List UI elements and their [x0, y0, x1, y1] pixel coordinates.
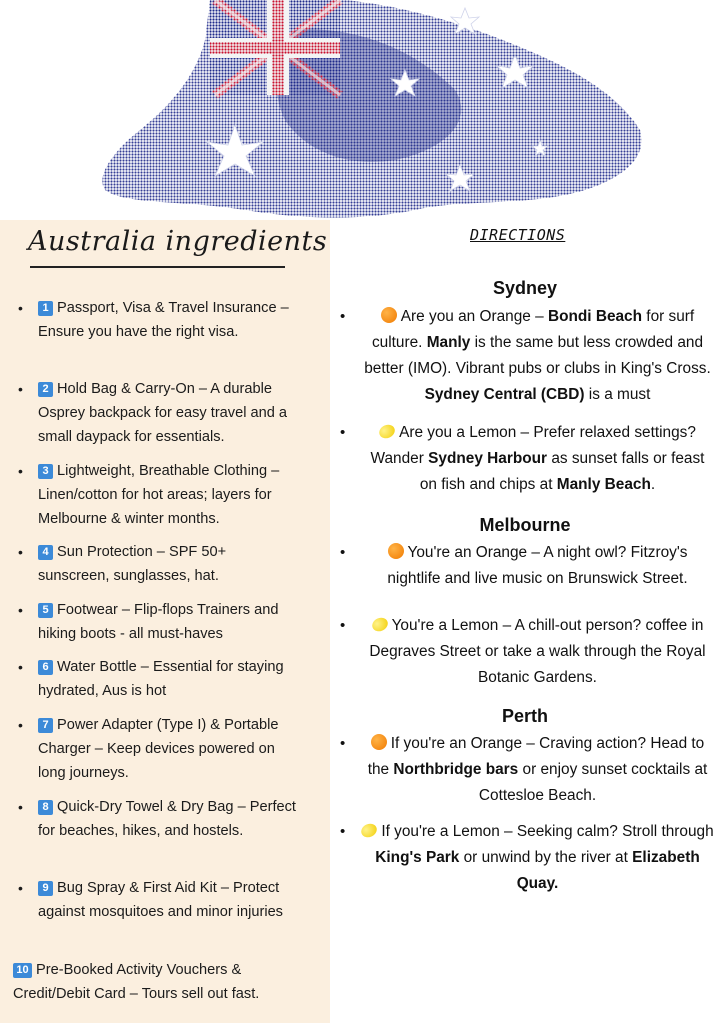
melbourne-lemon-tip: You're a Lemon – A chill-out person? coffee in Degraves Street or take a walk through the Royal Botanic Gardens.: [369, 617, 706, 686]
number-badge: 8: [38, 800, 53, 815]
bullet-icon: •: [340, 308, 346, 325]
list-item-text: Sun Protection – SPF 50+ sunscreen, sunglasses, hat.: [38, 544, 227, 584]
bullet-icon: •: [340, 823, 346, 840]
sydney-orange-tip: Are you an Orange – Bondi Beach for surf culture. Manly is the same but less crowded and better (IMO). Vibrant pubs or clubs in King's Cross. Sydney Central (CBD) is a must: [364, 308, 711, 403]
ingredients-title: Australia ingredients: [28, 226, 328, 257]
bullet-icon: •: [340, 735, 346, 752]
lemon-icon: [359, 821, 379, 840]
perth-orange-tip: If you're an Orange – Craving action? Head to the Northbridge bars or enjoy sunset cocktails at Cottesloe Beach.: [367, 735, 708, 804]
list-item-text: Quick-Dry Towel & Dry Bag – Perfect for beaches, hikes, and hostels.: [38, 799, 296, 839]
number-badge: 2: [38, 382, 53, 397]
lemon-icon: [370, 615, 390, 634]
number-badge: 10: [13, 963, 32, 978]
number-badge: 9: [38, 881, 53, 896]
title-underline: [30, 266, 285, 268]
list-item-text: Hold Bag & Carry-On – A durable Osprey backpack for easy travel and a small daypack for essentials.: [38, 381, 288, 445]
list-item-text: Water Bottle – Essential for staying hydrated, Aus is hot: [38, 659, 284, 699]
list-item: [18, 655, 300, 703]
bullet-icon: •: [18, 300, 23, 316]
city-heading-sydney: Sydney: [492, 278, 558, 298]
list-item: [18, 598, 300, 646]
number-badge: 3: [38, 464, 53, 479]
bullet-icon: •: [18, 880, 23, 896]
city-heading-perth: Perth: [501, 706, 548, 726]
bullet-icon: •: [18, 463, 23, 479]
orange-icon: [388, 543, 404, 559]
bullet-icon: •: [340, 424, 346, 441]
bullet-icon: •: [18, 799, 23, 815]
list-item-text: Bug Spray & First Aid Kit – Protect against mosquitoes and minor injuries: [38, 880, 283, 920]
list-item: [18, 296, 300, 344]
directions-heading: DIRECTIONS: [470, 226, 566, 244]
list-item: [18, 713, 300, 785]
list-item-text: Lightweight, Breathable Clothing – Linen/cotton for hot areas; layers for Melbourne & winter months.: [38, 463, 280, 527]
orange-icon: [381, 307, 397, 323]
bullet-icon: •: [18, 381, 23, 397]
list-item-text: Passport, Visa & Travel Insurance – Ensure you have the right visa.: [38, 300, 289, 340]
list-item: [18, 795, 300, 843]
number-badge: 5: [38, 603, 53, 618]
orange-icon: [371, 734, 387, 750]
sydney-lemon-tip: Are you a Lemon – Prefer relaxed settings? Wander Sydney Harbour as sunset falls or feast on fish and chips at Manly Beach.: [370, 424, 705, 493]
list-item-text: Footwear – Flip-flops Trainers and hiking boots - all must-haves: [38, 602, 279, 642]
number-badge: 7: [38, 718, 53, 733]
lemon-icon: [377, 422, 397, 441]
number-badge: 4: [38, 545, 53, 560]
bullet-icon: •: [18, 544, 23, 560]
bullet-icon: •: [340, 544, 346, 561]
list-item: [18, 459, 300, 531]
perth-lemon-tip: If you're a Lemon – Seeking calm? Stroll through King's Park or unwind by the river at Elizabeth Quay.: [360, 819, 715, 897]
bullet-icon: •: [18, 717, 23, 733]
list-item: [18, 540, 300, 588]
bullet-icon: •: [18, 602, 23, 618]
list-item: [18, 876, 300, 924]
bullet-icon: •: [340, 617, 346, 634]
list-item-text: Power Adapter (Type I) & Portable Charger – Keep devices powered on long journeys.: [38, 717, 279, 781]
bullet-icon: •: [18, 659, 23, 675]
number-badge: 6: [38, 660, 53, 675]
city-heading-melbourne: Melbourne: [479, 515, 571, 535]
australian-flag-watercolor: [95, 0, 655, 222]
list-item: [18, 377, 300, 449]
list-item-text: Pre-Booked Activity Vouchers & Credit/Debit Card – Tours sell out fast.: [13, 962, 260, 1002]
number-badge: 1: [38, 301, 53, 316]
melbourne-orange-tip: You're an Orange – A night owl? Fitzroy's nightlife and live music on Brunswick Street.: [387, 544, 688, 587]
list-item-final: [13, 958, 313, 1006]
